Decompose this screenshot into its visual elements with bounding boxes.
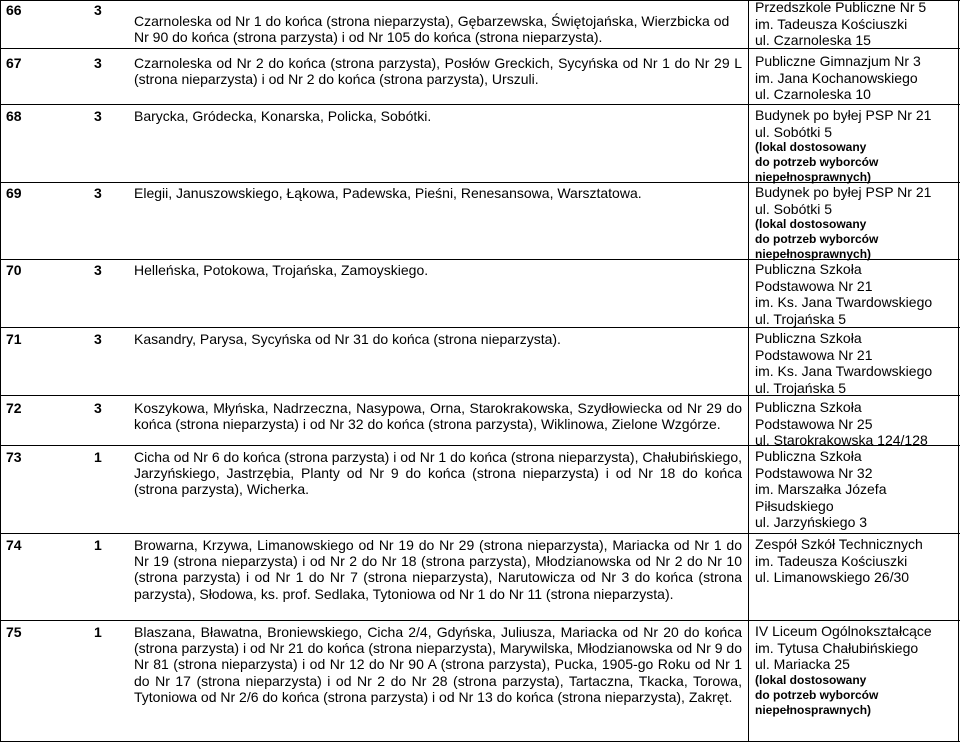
row-divider — [0, 741, 960, 742]
polling-place-line: ul. Sobótki 5 — [755, 200, 833, 217]
polling-place-line: Zespół Szkół Technicznych — [755, 536, 923, 552]
accessibility-note: niepełnosprawnych) — [755, 170, 872, 184]
table-row — [0, 104, 960, 182]
polling-place-line: im. Jana Kochanowskiego — [755, 69, 918, 86]
district-seats: 3 — [94, 55, 102, 71]
polling-place-line: ul. Sobótki 5 — [755, 123, 833, 140]
table-row — [0, 327, 960, 395]
district-number: 69 — [6, 185, 22, 201]
district-streets: Czarnoleska od Nr 2 do końca (strona parzysta), Posłów Greckich, Sycyńska od Nr 1 do Nr 29 L (strona nieparzysta) i od Nr 2 do końca (strona parzysta), Urszuli. — [134, 55, 742, 88]
polling-place — [755, 448, 955, 531]
polling-place-line: ul. Starokrakowska 124/128 — [755, 432, 928, 448]
accessibility-note: do potrzeb wyborców — [755, 155, 879, 169]
accessibility-note: do potrzeb wyborców — [755, 687, 879, 702]
polling-place-line: im. Tadeusza Kościuszki — [755, 15, 908, 32]
district-streets: Browarna, Krzywa, Limanowskiego od Nr 19 do Nr 29 (strona nieparzysta), Mariacka od Nr 1 do Nr 19 (strona nieparzysta) i od Nr 2 do Nr 18 (strona parzysta), Młodzianowska od Nr 2 do Nr 10 (strona parzysta) i od Nr 1 do Nr 7 (strona nieparzysta), Narutowicza od Nr 3 do końca (strona parzysta), Słodowa, ks. prof. Sedlaka, Tytoniowa od Nr 1 do Nr 11 (strona nieparzysta). — [134, 537, 742, 602]
polling-place-line: Publiczne Gimnazjum Nr 3 — [755, 53, 921, 69]
district-seats: 3 — [94, 331, 102, 347]
polling-place-line: Publiczna Szkoła — [755, 448, 862, 464]
polling-place-line: Budynek po byłej PSP Nr 21 — [755, 107, 932, 123]
polling-place — [755, 330, 955, 396]
district-number: 70 — [6, 262, 22, 278]
district-streets: Helleńska, Potokowa, Trojańska, Zamoyskiego. — [134, 262, 429, 278]
district-seats: 3 — [94, 108, 102, 124]
district-streets: Blaszana, Bławatna, Broniewskiego, Cicha 2/4, Gdyńska, Juliusza, Mariacka od Nr 20 do końca (strona parzysta) i od Nr 21 do końca (strona nieparzysta), Marywilska, Młodzianowska od Nr 9 do Nr 81 (strona nieparzysta) i od Nr 12 do Nr 90 A (strona parzysta), Pucka, 1905-go Roku od Nr 1 do Nr 17 (strona nieparzysta) i od Nr 2 do Nr 28 (strona parzysta), Tartaczna, Tkacka, Torowa, Tytoniowa od Nr 2/6 do końca (strona parzysta) i od Nr 13 do końca (strona nieparzysta), Zakręt. — [134, 624, 742, 705]
polling-place — [755, 536, 955, 586]
district-streets: Kasandry, Parysa, Sycyńska od Nr 31 do końca (strona nieparzysta). — [134, 331, 561, 347]
accessibility-note: (lokal dostosowany — [755, 140, 867, 154]
polling-place-line: ul. Trojańska 5 — [755, 379, 847, 396]
district-streets: Czarnoleska od Nr 1 do końca (strona nieparzysta), Gębarzewska, Świętojańska, Wierzbicka od Nr 90 do końca (strona parzysta) i od Nr 105 do końca (strona nieparzysta). — [134, 13, 730, 46]
accessibility-note: niepełnosprawnych) — [755, 702, 872, 717]
district-seats: 3 — [94, 2, 102, 18]
table-row — [0, 620, 960, 741]
polling-place — [755, 0, 955, 49]
polling-place-line: ul. Mariacka 25 — [755, 656, 850, 672]
polling-place-line: Publiczna Szkoła — [755, 330, 862, 346]
district-number: 75 — [6, 624, 22, 640]
polling-place — [755, 53, 955, 103]
district-number: 74 — [6, 537, 22, 553]
district-streets: Barycka, Gródecka, Konarska, Policka, Sobótki. — [134, 108, 432, 124]
district-number: 71 — [6, 331, 22, 347]
polling-place-line: Podstawowa Nr 21 — [755, 277, 873, 294]
polling-place-line: Piłsudskiego — [755, 497, 834, 514]
district-number: 68 — [6, 108, 22, 124]
accessibility-note: (lokal dostosowany — [755, 672, 867, 687]
polling-place-line: im. Tadeusza Kościuszki — [755, 552, 908, 569]
table-row — [0, 182, 960, 259]
polling-place-line: Podstawowa Nr 21 — [755, 346, 873, 363]
polling-place — [755, 623, 955, 718]
polling-place — [755, 399, 955, 449]
polling-place-line: ul. Limanowskiego 26/30 — [755, 569, 910, 585]
polling-place — [755, 107, 955, 185]
district-streets: Cicha od Nr 6 do końca (strona parzysta) i od Nr 1 do końca (strona nieparzysta), Chałubińskiego, Jarzyńskiego, Jastrzębia, Planty od Nr 9 do końca (strona nieparzysta) i od Nr 18 do końca (strona parzysta), Wicherka. — [134, 449, 742, 498]
district-number: 67 — [6, 55, 22, 71]
polling-place-line: Budynek po byłej PSP Nr 21 — [755, 184, 932, 200]
district-seats: 1 — [94, 624, 102, 640]
polling-place-line: im. Marszałka Józefa — [755, 481, 887, 497]
table-row — [0, 395, 960, 448]
district-number: 66 — [6, 2, 22, 18]
polling-place-line: Podstawowa Nr 25 — [755, 415, 873, 432]
accessibility-note: (lokal dostosowany — [755, 217, 867, 231]
table-row — [0, 0, 960, 48]
polling-place-line: im. Tytusa Chałubińskiego — [755, 639, 919, 656]
polling-place-line: ul. Trojańska 5 — [755, 310, 847, 327]
district-number: 73 — [6, 449, 22, 465]
accessibility-note: do potrzeb wyborców — [755, 232, 879, 246]
accessibility-note: niepełnosprawnych) — [755, 247, 872, 261]
district-seats: 3 — [94, 262, 102, 278]
district-number: 72 — [6, 400, 22, 416]
polling-place-line: Publiczna Szkoła — [755, 399, 862, 415]
polling-place — [755, 184, 955, 262]
table-row — [0, 533, 960, 620]
district-streets: Elegii, Januszowskiego, Łąkowa, Padewska, Pieśni, Renesansowa, Warsztatowa. — [134, 185, 642, 201]
table-row — [0, 259, 960, 327]
table-row — [0, 445, 960, 533]
polling-place-line: ul. Czarnoleska 15 — [755, 32, 871, 48]
district-seats: 3 — [94, 400, 102, 416]
table-row — [0, 48, 960, 104]
polling-place-line: Publiczna Szkoła — [755, 261, 862, 277]
district-seats: 1 — [94, 537, 102, 553]
polling-place-line: ul. Jarzyńskiego 3 — [755, 514, 868, 530]
polling-place-line: im. Ks. Jana Twardowskiego — [755, 363, 933, 379]
district-seats: 3 — [94, 185, 102, 201]
polling-place-line: IV Liceum Ogólnokształcące — [755, 623, 932, 639]
polling-place-line: ul. Czarnoleska 10 — [755, 86, 871, 102]
polling-place-line: Podstawowa Nr 32 — [755, 464, 873, 481]
district-seats: 1 — [94, 449, 102, 465]
polling-place-line: im. Ks. Jana Twardowskiego — [755, 294, 933, 310]
polling-place — [755, 261, 955, 327]
district-streets: Koszykowa, Młyńska, Nadrzeczna, Nasypowa, Orna, Starokrakowska, Szydłowiecka od Nr 29 do końca (strona nieparzysta) i od Nr 32 do końca (strona parzysta), Wiklinowa, Zielone Wzgórze. — [134, 400, 742, 433]
polling-place-line: Przedszkole Publiczne Nr 5 — [755, 0, 927, 15]
